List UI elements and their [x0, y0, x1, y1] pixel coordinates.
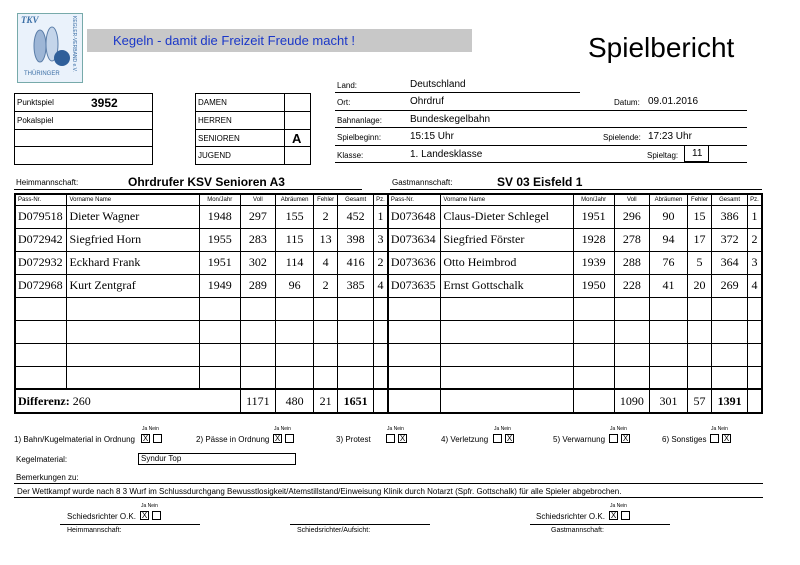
- difference-label: Differenz:: [18, 393, 70, 408]
- kegelmaterial-label: Kegelmaterial:: [16, 455, 68, 464]
- question-q3-ja-nein: Ja Nein: [387, 426, 404, 432]
- player-voll-cell: [614, 343, 650, 366]
- player-year-cell: 1955: [199, 228, 240, 251]
- player-voll-cell: 289: [240, 274, 276, 297]
- question-q6-ja-nein: Ja Nein: [711, 426, 728, 432]
- slogan-text: Kegeln - damit die Freizeit Freude macht !: [113, 33, 356, 48]
- game-type-box: [14, 93, 153, 165]
- player-voll-cell: 288: [614, 251, 650, 274]
- player-abr-cell: [650, 320, 688, 343]
- player-gesamt-cell: [712, 320, 748, 343]
- question-q2-ja-nein: Ja Nein: [274, 426, 291, 432]
- player-year-cell: 1939: [573, 251, 614, 274]
- difference-value: 260: [72, 393, 91, 408]
- column-header-voll: Voll: [614, 194, 650, 205]
- difference-cell: [15, 389, 240, 413]
- schiri-ok-home-ja-nein: Ja Nein: [141, 503, 158, 509]
- player-name-cell: [67, 297, 199, 320]
- player-voll-cell: 297: [240, 205, 276, 228]
- question-q6-label: 6) Sonstiges: [662, 435, 707, 444]
- player-name-cell: Kurt Zentgraf: [67, 274, 199, 297]
- column-header-jahr: Mon/Jahr: [573, 194, 614, 205]
- question-q6-nein-checkbox[interactable]: X: [723, 434, 730, 443]
- player-gesamt-cell: 398: [338, 228, 374, 251]
- player-fehler-cell: 20: [687, 274, 711, 297]
- question-q4-ja-nein: Ja Nein: [494, 426, 511, 432]
- player-pz-cell: [373, 343, 387, 366]
- player-pass-cell: [15, 297, 67, 320]
- land-value: Deutschland: [410, 79, 466, 90]
- punktspiel-value: 3952: [91, 96, 118, 110]
- player-gesamt-cell: 452: [338, 205, 374, 228]
- kegel-logo-icon: [26, 24, 72, 68]
- question-q1-nein-checkbox[interactable]: [153, 434, 162, 443]
- player-abr-cell: 155: [276, 205, 314, 228]
- player-voll-cell: 228: [614, 274, 650, 297]
- player-gesamt-cell: [712, 297, 748, 320]
- spieltag-box: [684, 145, 709, 162]
- slogan-bar: [87, 29, 472, 52]
- schiri-ok-home-nein-checkbox[interactable]: [152, 511, 161, 520]
- player-fehler-cell: 2: [313, 205, 337, 228]
- player-name-cell: [441, 343, 573, 366]
- pokalspiel-label: Pokalspiel: [17, 116, 54, 125]
- player-abr-cell: 41: [650, 274, 688, 297]
- player-row: [15, 343, 762, 366]
- question-q1-label: 1) Bahn/Kugelmaterial in Ordnung: [14, 435, 135, 444]
- player-year-cell: [199, 343, 240, 366]
- schiri-ok-guest-label: Schiedsrichter O.K.: [536, 512, 605, 521]
- player-fehler-cell: 15: [687, 205, 711, 228]
- spielende-value: 17:23 Uhr: [648, 131, 692, 142]
- logo-subtext: THÜRINGER: [24, 71, 60, 77]
- player-name-cell: Siegfried Horn: [67, 228, 199, 251]
- player-fehler-cell: 2: [313, 274, 337, 297]
- player-row: [15, 205, 762, 228]
- bemerkungen-label: Bemerkungen zu:: [16, 473, 79, 482]
- player-year-cell: [573, 297, 614, 320]
- player-name-cell: Ernst Gottschalk: [441, 274, 573, 297]
- player-gesamt-cell: [712, 366, 748, 389]
- player-pass-cell: D073634: [388, 228, 441, 251]
- player-gesamt-cell: 269: [712, 274, 748, 297]
- player-year-cell: [573, 366, 614, 389]
- player-abr-cell: 115: [276, 228, 314, 251]
- player-pass-cell: [15, 366, 67, 389]
- question-q2-ja-checkbox[interactable]: X: [274, 434, 281, 443]
- bahnanlage-label: Bahnanlage:: [337, 116, 382, 125]
- player-pz-cell: 2: [747, 228, 762, 251]
- spieltag-value: 11: [692, 148, 703, 159]
- player-abr-cell: [650, 366, 688, 389]
- question-q2-nein-checkbox[interactable]: [285, 434, 294, 443]
- bahnanlage-value: Bundeskegelbahn: [410, 114, 491, 125]
- player-name-cell: [67, 320, 199, 343]
- player-pass-cell: D079518: [15, 205, 67, 228]
- player-pz-cell: 2: [373, 251, 387, 274]
- category-herren: HERREN: [198, 116, 232, 125]
- question-q3-label: 3) Protest: [336, 435, 371, 444]
- player-voll-cell: 302: [240, 251, 276, 274]
- player-fehler-cell: 17: [687, 228, 711, 251]
- player-fehler-cell: [687, 366, 711, 389]
- player-fehler-cell: [313, 297, 337, 320]
- category-senioren-mark: A: [292, 131, 302, 146]
- player-year-cell: [573, 343, 614, 366]
- player-pass-cell: D072932: [15, 251, 67, 274]
- totals-guest_voll: 1090: [614, 389, 650, 413]
- player-pass-cell: [15, 320, 67, 343]
- player-year-cell: 1950: [573, 274, 614, 297]
- player-name-cell: [441, 366, 573, 389]
- player-year-cell: 1928: [573, 228, 614, 251]
- player-row: [15, 366, 762, 389]
- question-q6-ja-checkbox[interactable]: [710, 434, 719, 443]
- player-pz-cell: [373, 297, 387, 320]
- totals-home_abr: 480: [276, 389, 314, 413]
- player-voll-cell: [240, 343, 276, 366]
- player-name-cell: [67, 343, 199, 366]
- kegelmaterial-value: Syndur Top: [141, 454, 182, 463]
- empty-cell: [747, 389, 762, 413]
- question-q4-nein-checkbox[interactable]: X: [506, 434, 513, 443]
- column-header-pz: Pz.: [747, 194, 762, 205]
- schiri-ok-home-ja-checkbox[interactable]: X: [141, 511, 148, 520]
- player-fehler-cell: 5: [687, 251, 711, 274]
- player-row: [15, 251, 762, 274]
- player-year-cell: 1949: [199, 274, 240, 297]
- player-year-cell: [573, 320, 614, 343]
- player-pass-cell: D073648: [388, 205, 441, 228]
- player-abr-cell: [650, 343, 688, 366]
- spielbeginn-label: Spielbeginn:: [337, 133, 382, 142]
- player-name-cell: [441, 297, 573, 320]
- player-pz-cell: 4: [747, 274, 762, 297]
- signature-home-label: Heimmannschaft:: [67, 527, 122, 534]
- column-header-voll: Voll: [240, 194, 276, 205]
- kegelmaterial-field: [138, 453, 296, 465]
- column-header-gesamt: Gesamt: [338, 194, 374, 205]
- player-year-cell: [199, 320, 240, 343]
- player-pass-cell: D073636: [388, 251, 441, 274]
- empty-cell: [388, 389, 441, 413]
- spieltag-label: Spieltag:: [647, 151, 679, 160]
- empty-cell: [573, 389, 614, 413]
- player-fehler-cell: [313, 366, 337, 389]
- player-abr-cell: [650, 297, 688, 320]
- player-gesamt-cell: 416: [338, 251, 374, 274]
- schiri-ok-guest-nein-checkbox[interactable]: [621, 511, 630, 520]
- totals-guest_abr: 301: [650, 389, 688, 413]
- player-abr-cell: [276, 320, 314, 343]
- klasse-value: 1. Landesklasse: [410, 149, 483, 160]
- player-pz-cell: 3: [373, 228, 387, 251]
- klasse-label: Klasse:: [337, 151, 364, 160]
- player-pz-cell: [747, 366, 762, 389]
- empty-cell: [441, 389, 573, 413]
- question-q2-label: 2) Pässe in Ordnung: [196, 435, 270, 444]
- player-name-cell: [67, 366, 199, 389]
- player-year-cell: 1951: [199, 251, 240, 274]
- player-voll-cell: [614, 297, 650, 320]
- column-header-passnr: Pass-Nr.: [15, 194, 67, 205]
- spielbeginn-value: 15:15 Uhr: [410, 131, 454, 142]
- player-voll-cell: 296: [614, 205, 650, 228]
- score-table: [14, 193, 763, 414]
- player-voll-cell: [614, 366, 650, 389]
- totals-guest_fehler: 57: [687, 389, 711, 413]
- player-abr-cell: 76: [650, 251, 688, 274]
- category-jugend: JUGEND: [198, 151, 231, 160]
- player-abr-cell: 96: [276, 274, 314, 297]
- schiri-ok-home-label: Schiedsrichter O.K.: [67, 512, 136, 521]
- player-gesamt-cell: 385: [338, 274, 374, 297]
- player-fehler-cell: [687, 343, 711, 366]
- player-pz-cell: [747, 297, 762, 320]
- totals-guest_gesamt: 1391: [712, 389, 748, 413]
- column-header-fehler: Fehler: [687, 194, 711, 205]
- player-pass-cell: [388, 366, 441, 389]
- spielende-label: Spielende:: [603, 133, 641, 142]
- player-pz-cell: [747, 320, 762, 343]
- logo-text: TKV: [21, 15, 39, 25]
- player-voll-cell: [240, 297, 276, 320]
- player-pz-cell: 4: [373, 274, 387, 297]
- column-header-pz: Pz.: [373, 194, 387, 205]
- player-gesamt-cell: [338, 343, 374, 366]
- player-pz-cell: [747, 343, 762, 366]
- player-pass-cell: [388, 297, 441, 320]
- home-team-label: Heimmannschaft:: [16, 178, 79, 187]
- column-header-name: Vorname Name: [441, 194, 573, 205]
- player-gesamt-cell: [712, 343, 748, 366]
- question-q1-ja-checkbox[interactable]: X: [142, 434, 149, 443]
- player-name-cell: Eckhard Frank: [67, 251, 199, 274]
- page-title: Spielbericht: [588, 32, 735, 63]
- question-q5-nein-checkbox[interactable]: X: [622, 434, 629, 443]
- totals-home_gesamt: 1651: [338, 389, 374, 413]
- player-year-cell: [199, 366, 240, 389]
- player-name-cell: Dieter Wagner: [67, 205, 199, 228]
- player-fehler-cell: [687, 320, 711, 343]
- player-pz-cell: 3: [747, 251, 762, 274]
- player-row: [15, 274, 762, 297]
- player-gesamt-cell: 372: [712, 228, 748, 251]
- tkv-logo: [17, 13, 83, 83]
- question-q1-ja-nein: Ja Nein: [142, 426, 159, 432]
- column-header-abr: Abräumen: [650, 194, 688, 205]
- category-senioren: SENIOREN: [198, 134, 240, 143]
- totals-home_voll: 1171: [240, 389, 276, 413]
- player-fehler-cell: [313, 320, 337, 343]
- player-voll-cell: [240, 320, 276, 343]
- player-gesamt-cell: 386: [712, 205, 748, 228]
- question-q5-ja-checkbox[interactable]: [609, 434, 618, 443]
- ort-label: Ort:: [337, 98, 351, 107]
- player-pz-cell: [373, 320, 387, 343]
- player-year-cell: 1948: [199, 205, 240, 228]
- player-year-cell: [199, 297, 240, 320]
- player-pz-cell: 1: [373, 205, 387, 228]
- player-row: [15, 320, 762, 343]
- player-abr-cell: [276, 366, 314, 389]
- datum-label: Datum:: [614, 98, 640, 107]
- player-pass-cell: D073635: [388, 274, 441, 297]
- player-gesamt-cell: [338, 366, 374, 389]
- category-damen: DAMEN: [198, 98, 227, 107]
- column-header-abr: Abräumen: [276, 194, 314, 205]
- category-box: [195, 93, 311, 165]
- player-fehler-cell: 4: [313, 251, 337, 274]
- player-gesamt-cell: 364: [712, 251, 748, 274]
- guest-team-name: SV 03 Eisfeld 1: [497, 175, 583, 189]
- player-name-cell: Claus-Dieter Schlegel: [441, 205, 573, 228]
- player-pass-cell: [388, 320, 441, 343]
- column-header-jahr: Mon/Jahr: [199, 194, 240, 205]
- player-abr-cell: 90: [650, 205, 688, 228]
- player-abr-cell: [276, 343, 314, 366]
- player-abr-cell: [276, 297, 314, 320]
- question-q3-nein-checkbox[interactable]: X: [399, 434, 406, 443]
- player-voll-cell: 283: [240, 228, 276, 251]
- question-q4-label: 4) Verletzung: [441, 435, 489, 444]
- empty-cell: [373, 389, 387, 413]
- player-pz-cell: [373, 366, 387, 389]
- player-name-cell: [441, 320, 573, 343]
- ort-value: Ohrdruf: [410, 96, 444, 107]
- signature-guest-label: Gastmannschaft:: [551, 527, 604, 534]
- player-abr-cell: 114: [276, 251, 314, 274]
- totals-home_fehler: 21: [313, 389, 337, 413]
- column-header-gesamt: Gesamt: [712, 194, 748, 205]
- question-q5-ja-nein: Ja Nein: [610, 426, 627, 432]
- player-pass-cell: D072942: [15, 228, 67, 251]
- question-q4-ja-checkbox[interactable]: [493, 434, 502, 443]
- column-header-passnr: Pass-Nr.: [388, 194, 441, 205]
- question-q3-ja-checkbox[interactable]: [386, 434, 395, 443]
- datum-value: 09.01.2016: [648, 96, 699, 107]
- bemerkung-text: Der Wettkampf wurde nach 8 3 Wurf im Schlussdurchgang Bewusstlosigkeit/Atemstillstand/Einweisung Klinik durch Notarzt (Spfr. Gottschalk) für alle Spieler abgebrochen.: [17, 487, 622, 496]
- logo-vertical-text: KEGLER-VERBAND e.V.: [71, 16, 77, 72]
- player-voll-cell: 278: [614, 228, 650, 251]
- player-year-cell: 1951: [573, 205, 614, 228]
- schiri-ok-guest-ja-nein: Ja Nein: [610, 503, 627, 509]
- player-abr-cell: 94: [650, 228, 688, 251]
- schiri-ok-guest-ja-checkbox[interactable]: X: [610, 511, 617, 520]
- player-pass-cell: [388, 343, 441, 366]
- player-row: [15, 228, 762, 251]
- punktspiel-label: Punktspiel: [17, 98, 54, 107]
- guest-team-label: Gastmannschaft:: [392, 178, 453, 187]
- score-header-row: [15, 194, 762, 205]
- column-header-fehler: Fehler: [313, 194, 337, 205]
- land-label: Land:: [337, 81, 358, 90]
- player-fehler-cell: [313, 343, 337, 366]
- player-gesamt-cell: [338, 297, 374, 320]
- totals-row: [15, 389, 762, 413]
- player-row: [15, 297, 762, 320]
- column-header-name: Vorname Name: [67, 194, 199, 205]
- player-name-cell: Siegfried Förster: [441, 228, 573, 251]
- player-gesamt-cell: [338, 320, 374, 343]
- player-fehler-cell: 13: [313, 228, 337, 251]
- player-name-cell: Otto Heimbrod: [441, 251, 573, 274]
- player-pz-cell: 1: [747, 205, 762, 228]
- signature-referee-label: Schiedsrichter/Aufsicht:: [297, 527, 371, 534]
- player-fehler-cell: [687, 297, 711, 320]
- player-pass-cell: D072968: [15, 274, 67, 297]
- home-team-name: Ohrdrufer KSV Senioren A3: [128, 175, 285, 189]
- question-q5-label: 5) Verwarnung: [553, 435, 606, 444]
- player-voll-cell: [240, 366, 276, 389]
- player-pass-cell: [15, 343, 67, 366]
- player-voll-cell: [614, 320, 650, 343]
